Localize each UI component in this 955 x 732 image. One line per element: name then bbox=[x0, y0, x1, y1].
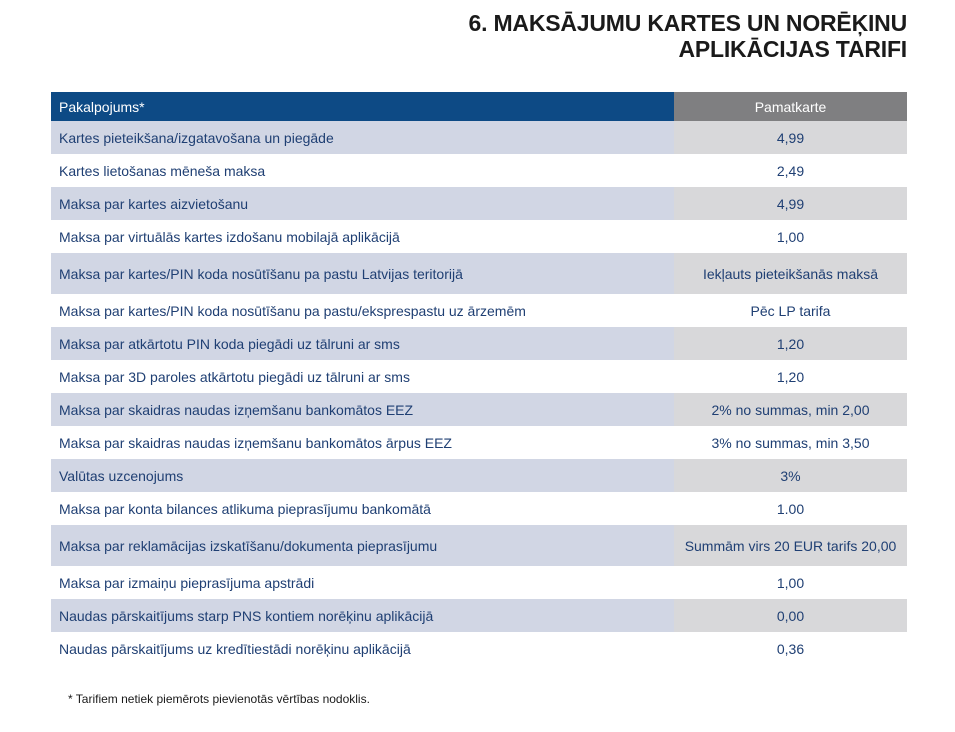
service-name: Kartes pieteikšana/izgatavošana un piegāde bbox=[51, 121, 674, 154]
service-name: Maksa par izmaiņu pieprasījuma apstrādi bbox=[59, 574, 315, 591]
service-name: Valūtas uzcenojums bbox=[51, 459, 674, 492]
service-fee: 1,20 bbox=[776, 368, 805, 385]
service-fee: 0,36 bbox=[776, 640, 805, 657]
table-row bbox=[51, 492, 907, 525]
service-name: Kartes lietošanas mēneša maksa bbox=[59, 162, 266, 179]
service-fee: 1.00 bbox=[776, 500, 805, 517]
header-basic-card: Pamatkarte bbox=[674, 92, 907, 121]
service-name: Maksa par skaidras naudas izņemšanu bankomātos ārpus EEZ bbox=[59, 434, 452, 451]
table-row bbox=[51, 294, 907, 327]
table-row bbox=[51, 220, 907, 253]
service-name: Naudas pārskaitījums uz kredītiestādi norēķinu aplikācijā bbox=[59, 640, 411, 657]
service-name: Maksa par kartes/PIN koda nosūtīšanu pa pastu Latvijas teritorijā bbox=[51, 253, 674, 294]
service-fee: 1,00 bbox=[776, 228, 805, 245]
table-row bbox=[51, 599, 907, 632]
table-row bbox=[51, 327, 907, 360]
service-fee: 4,99 bbox=[674, 121, 907, 154]
table-row bbox=[51, 393, 907, 426]
table-row bbox=[51, 459, 907, 492]
table-row bbox=[51, 525, 907, 566]
header-service: Pakalpojums* bbox=[51, 92, 674, 121]
service-fee: Iekļauts pieteikšanās maksā bbox=[674, 253, 907, 294]
service-fee: 0,00 bbox=[674, 599, 907, 632]
table-row bbox=[51, 632, 907, 665]
service-name: Maksa par virtuālās kartes izdošanu mobilajā aplikācijā bbox=[59, 228, 400, 245]
service-name: Maksa par skaidras naudas izņemšanu bankomātos EEZ bbox=[51, 393, 674, 426]
tariff-table bbox=[51, 92, 907, 665]
service-name: Naudas pārskaitījums starp PNS kontiem norēķinu aplikācijā bbox=[51, 599, 674, 632]
table-row bbox=[51, 566, 907, 599]
table-row bbox=[51, 121, 907, 154]
service-fee: 2% no summas, min 2,00 bbox=[674, 393, 907, 426]
service-name: Maksa par kartes/PIN koda nosūtīšanu pa pastu/eksprespastu uz ārzemēm bbox=[59, 302, 526, 319]
service-name: Maksa par atkārtotu PIN koda piegādi uz tālruni ar sms bbox=[51, 327, 674, 360]
service-name: Maksa par reklamācijas izskatīšanu/dokumenta pieprasījumu bbox=[51, 525, 674, 566]
service-fee: 1,20 bbox=[674, 327, 907, 360]
service-fee: Pēc LP tarifa bbox=[750, 302, 831, 319]
service-fee: 1,00 bbox=[776, 574, 805, 591]
page-title bbox=[469, 10, 908, 62]
service-name: Maksa par kartes aizvietošanu bbox=[51, 187, 674, 220]
table-row bbox=[51, 426, 907, 459]
service-fee: 4,99 bbox=[674, 187, 907, 220]
vat-footnote: * Tarifiem netiek piemērots pievienotās vērtības nodoklis. bbox=[68, 692, 370, 706]
service-name: Maksa par 3D paroles atkārtotu piegādi uz tālruni ar sms bbox=[59, 368, 410, 385]
table-row bbox=[51, 360, 907, 393]
table-header-row bbox=[51, 92, 907, 121]
page-title-line-1: 6. MAKSĀJUMU KARTES UN NORĒĶINU bbox=[468, 10, 907, 36]
service-fee: 2,49 bbox=[776, 162, 805, 179]
service-fee: 3% bbox=[674, 459, 907, 492]
service-name: Maksa par konta bilances atlikuma pieprasījumu bankomātā bbox=[59, 500, 431, 517]
table-row bbox=[51, 253, 907, 294]
table-row bbox=[51, 154, 907, 187]
table-row bbox=[51, 187, 907, 220]
service-fee: 3% no summas, min 3,50 bbox=[711, 434, 870, 451]
page-title-line-2: APLIKĀCIJAS TARIFI bbox=[678, 36, 907, 62]
service-fee: Summām virs 20 EUR tarifs 20,00 bbox=[674, 525, 907, 566]
